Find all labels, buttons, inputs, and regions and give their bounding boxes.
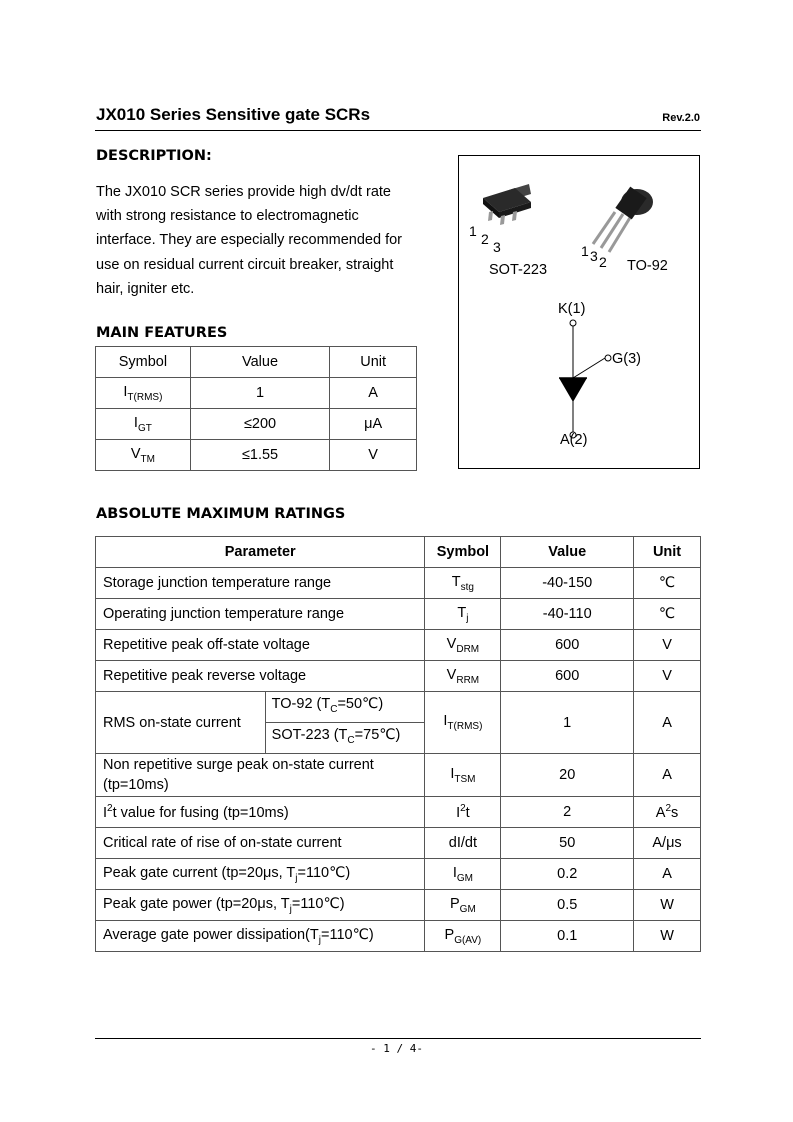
parameter-cell: Storage junction temperature range xyxy=(96,568,425,599)
unit-cell: $A^2s$ xyxy=(634,797,701,828)
symbol-cell: $P_{GM}$ xyxy=(425,890,501,921)
condition-cell: TO-92 $(T_C=50℃)$ xyxy=(265,692,425,723)
parameter-cell: Non repetitive surge peak on-state current (tp=10ms) xyxy=(96,754,425,797)
sot223-package-icon xyxy=(483,184,531,225)
unit-cell: A xyxy=(330,378,417,409)
package-diagram-box xyxy=(458,155,700,469)
value-cell: ≤1.55 xyxy=(190,440,330,471)
table-row xyxy=(96,890,701,921)
table-row xyxy=(96,630,701,661)
cathode-label: K(1) xyxy=(558,301,586,317)
to92-package-icon xyxy=(593,187,653,252)
symbol-cell: $V_{RRM}$ xyxy=(425,661,501,692)
header-cell: Value xyxy=(190,347,330,378)
table-header-row xyxy=(96,347,417,378)
table-row xyxy=(96,828,701,859)
table-row xyxy=(96,568,701,599)
value-cell: 0.1 xyxy=(501,921,634,952)
description-line: use on residual current circuit breaker, straight xyxy=(96,256,394,273)
header-cell: Value xyxy=(501,537,634,568)
header-cell: Symbol xyxy=(425,537,501,568)
to92-pin-label: 1 xyxy=(581,243,589,259)
value-cell: -40-150 xyxy=(501,568,634,599)
symbol-cell: $V_{TM}$ xyxy=(96,440,191,471)
symbol-cell: $I_{GM}$ xyxy=(425,859,501,890)
unit-cell: μA xyxy=(330,409,417,440)
table-row xyxy=(96,409,417,440)
parameter-cell: Operating junction temperature range xyxy=(96,599,425,630)
header-cell: Unit xyxy=(634,537,701,568)
to92-label: TO-92 xyxy=(627,258,668,274)
symbol-cell: $I^2t$ xyxy=(425,797,501,828)
value-cell: 0.5 xyxy=(501,890,634,921)
table-row xyxy=(96,797,701,828)
sot223-label: SOT-223 xyxy=(489,262,548,278)
description-text xyxy=(96,180,446,301)
value-cell: -40-110 xyxy=(501,599,634,630)
page-number: - 1 / 4- xyxy=(370,1042,423,1055)
document-title: JX010 Series Sensitive gate SCRs xyxy=(96,105,371,124)
value-cell: ≤200 xyxy=(190,409,330,440)
symbol-cell: $I_{T(RMS)}$ xyxy=(96,378,191,409)
value-cell: 600 xyxy=(501,630,634,661)
symbol-cell: $T_j$ xyxy=(425,599,501,630)
parameter-cell: RMS on-state current xyxy=(96,692,266,754)
header-cell: Parameter xyxy=(96,537,425,568)
anode-label: A(2) xyxy=(560,432,588,448)
header-rule xyxy=(95,130,701,131)
table-row xyxy=(96,692,701,723)
unit-cell: W xyxy=(634,921,701,952)
unit-cell: V xyxy=(634,661,701,692)
symbol-cell: $P_{G(AV)}$ xyxy=(425,921,501,952)
header-cell: Symbol xyxy=(96,347,191,378)
sot223-pin-label: 3 xyxy=(493,239,501,255)
main-features-table xyxy=(95,346,417,471)
parameter-cell: Peak gate current (tp=20μs, $T_j=110℃$) xyxy=(96,859,425,890)
parameter-cell: $I^2t$ value for fusing (tp=10ms) xyxy=(96,797,425,828)
value-cell: 2 xyxy=(501,797,634,828)
unit-cell: W xyxy=(634,890,701,921)
condition-cell: SOT-223 $(T_C=75℃)$ xyxy=(265,723,425,754)
table-row xyxy=(96,378,417,409)
value-cell: 600 xyxy=(501,661,634,692)
parameter-cell: Repetitive peak off-state voltage xyxy=(96,630,425,661)
gate-label: G(3) xyxy=(612,351,641,367)
sot223-pin-label: 1 xyxy=(469,223,477,239)
table-row xyxy=(96,661,701,692)
table-row xyxy=(96,754,701,797)
description-line: interface. They are especially recommended for xyxy=(96,232,402,249)
unit-cell: ℃ xyxy=(634,599,701,630)
to92-pin-label: 3 xyxy=(590,248,598,264)
value-cell: 0.2 xyxy=(501,859,634,890)
table-row xyxy=(96,859,701,890)
parameter-cell: Repetitive peak reverse voltage xyxy=(96,661,425,692)
unit-cell: A/μs xyxy=(634,828,701,859)
parameter-cell: Peak gate power (tp=20μs, $T_j=110℃$) xyxy=(96,890,425,921)
revision-label: Rev.2.0 xyxy=(662,112,700,124)
description-line: The JX010 SCR series provide high dv/dt rate xyxy=(96,184,391,200)
table-row xyxy=(96,440,417,471)
value-cell: 20 xyxy=(501,754,634,797)
symbol-cell: $I_{T(RMS)}$ xyxy=(425,692,501,754)
footer-rule xyxy=(95,1038,701,1039)
symbol-cell: $V_{DRM}$ xyxy=(425,630,501,661)
value-cell: 1 xyxy=(501,692,634,754)
main-features-heading: MAIN FEATURES xyxy=(96,325,228,341)
unit-cell: A xyxy=(634,754,701,797)
scr-symbol-icon xyxy=(559,320,611,438)
symbol-cell: $T_{stg}$ xyxy=(425,568,501,599)
unit-cell: A xyxy=(634,692,701,754)
description-line: hair, igniter etc. xyxy=(96,280,195,297)
package-diagram xyxy=(459,156,699,468)
unit-cell: A xyxy=(634,859,701,890)
unit-cell: V xyxy=(330,440,417,471)
value-cell: 50 xyxy=(501,828,634,859)
unit-cell: ℃ xyxy=(634,568,701,599)
sot223-pin-label: 2 xyxy=(481,231,489,247)
to92-pin-label: 2 xyxy=(599,254,607,270)
value-cell: 1 xyxy=(190,378,330,409)
symbol-cell: $I_{TSM}$ xyxy=(425,754,501,797)
table-row xyxy=(96,921,701,952)
parameter-cell: Critical rate of rise of on-state current xyxy=(96,828,425,859)
header-cell: Unit xyxy=(330,347,417,378)
parameter-cell: Average gate power $dissipation(T_j=110℃)$ xyxy=(96,921,425,952)
absolute-maximum-ratings-table xyxy=(95,536,701,952)
unit-cell: V xyxy=(634,630,701,661)
absolute-maximum-ratings-heading: ABSOLUTE MAXIMUM RATINGS xyxy=(96,506,346,522)
description-line: with strong resistance to electromagnetic xyxy=(96,208,359,225)
symbol-cell: dI/dt xyxy=(425,828,501,859)
table-header-row xyxy=(96,537,701,568)
table-row xyxy=(96,599,701,630)
description-heading: DESCRIPTION: xyxy=(96,148,212,164)
symbol-cell: $I_{GT}$ xyxy=(96,409,191,440)
